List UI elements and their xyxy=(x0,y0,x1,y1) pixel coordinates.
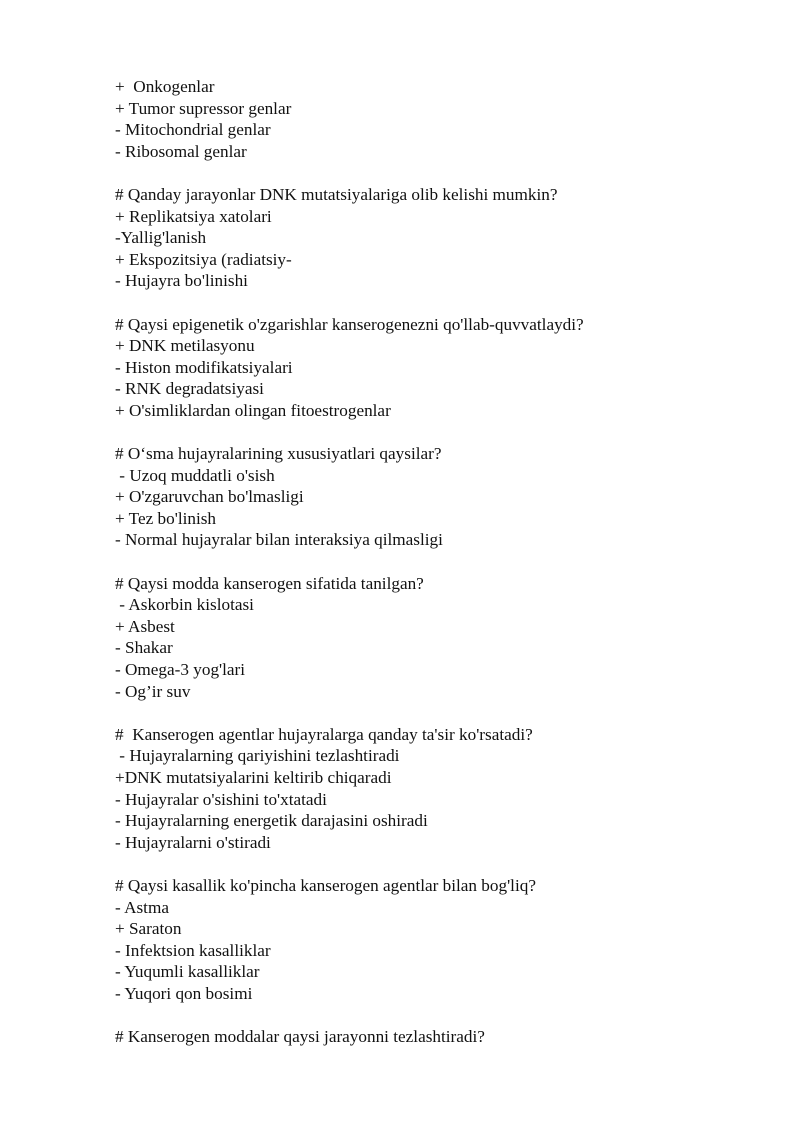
question-text: # Kanserogen moddalar qaysi jarayonni tezlashtiradi? xyxy=(115,1027,485,1047)
block-spacer xyxy=(115,853,775,875)
block-spacer xyxy=(115,422,775,444)
document-page xyxy=(115,76,775,1048)
block-spacer xyxy=(115,292,775,314)
answer-option: + Tez bo'linish xyxy=(115,508,217,528)
answer-option: - Omega-3 yog'lari xyxy=(115,660,246,680)
answer-option: +DNK mutatsiyalarini keltirib chiqaradi xyxy=(115,768,392,787)
question-text: # Qaysi epigenetik o'zgarishlar kanserogenezni qo'llab-quvvatlaydi? xyxy=(115,314,584,334)
answer-option: - Hujayralarning energetik darajasini oshiradi xyxy=(115,811,428,831)
answer-option: - Hujayralarning qariyishini tezlashtiradi xyxy=(115,746,400,766)
question-block xyxy=(115,875,775,1005)
block-spacer xyxy=(115,162,775,184)
block-spacer xyxy=(115,702,775,724)
answer-option: - Hujayra bo'linishi xyxy=(115,271,248,291)
answer-option: - Askorbin kislotasi xyxy=(115,595,254,615)
question-block xyxy=(115,443,775,551)
answer-option: + Saraton xyxy=(115,919,182,939)
answer-option: + Onkogenlar xyxy=(115,77,215,96)
question-block xyxy=(115,724,775,854)
answer-option: + Asbest xyxy=(115,616,175,636)
answer-option: + O'simliklardan olingan fitoestrogenlar xyxy=(115,400,391,420)
answer-option: - Mitochondrial genlar xyxy=(115,120,271,140)
answer-option: + Ekspozitsiya (radiatsiy- xyxy=(115,249,292,269)
answer-option: - Histon modifikatsiyalari xyxy=(115,357,293,377)
answer-option: + Replikatsiya xatolari xyxy=(115,206,272,226)
answer-option: - RNK degradatsiyasi xyxy=(115,379,264,399)
answer-option: + O'zgaruvchan bo'lmasligi xyxy=(115,487,304,507)
question-text: # O‘sma hujayralarining xususiyatlari qaysilar? xyxy=(115,444,442,464)
answer-option: - Normal hujayralar bilan interaksiya qilmasligi xyxy=(115,530,443,550)
question-block xyxy=(115,76,775,162)
question-block xyxy=(115,573,775,703)
block-spacer xyxy=(115,551,775,573)
question-block xyxy=(115,184,775,292)
block-spacer xyxy=(115,1005,775,1027)
answer-option: - Hujayralar o'sishini to'xtatadi xyxy=(115,789,327,809)
answer-option: - Hujayralarni o'stiradi xyxy=(115,832,271,852)
answer-option: + DNK metilasyonu xyxy=(115,336,255,356)
question-text: # Qaysi modda kanserogen sifatida tanilgan? xyxy=(115,573,424,593)
question-text: # Kanserogen agentlar hujayralarga qanday ta'sir ko'rsatadi? xyxy=(115,724,533,744)
answer-option: - Uzoq muddatli o'sish xyxy=(115,465,275,485)
answer-option: - Og’ir suv xyxy=(115,681,191,701)
question-text: # Qanday jarayonlar DNK mutatsiyalariga olib kelishi mumkin? xyxy=(115,184,558,204)
question-block xyxy=(115,1026,775,1048)
answer-option: - Infektsion kasalliklar xyxy=(115,940,271,960)
answer-option: - Ribosomal genlar xyxy=(115,141,247,161)
answer-option: - Shakar xyxy=(115,638,173,658)
answer-option: - Yuqori qon bosimi xyxy=(115,983,253,1003)
answer-option: - Astma xyxy=(115,897,169,917)
question-text: # Qaysi kasallik ko'pincha kanserogen agentlar bilan bog'liq? xyxy=(115,875,536,895)
question-block xyxy=(115,314,775,422)
answer-option: - Yuqumli kasalliklar xyxy=(115,962,260,982)
answer-option: -Yallig'lanish xyxy=(115,228,207,248)
answer-option: + Tumor supressor genlar xyxy=(115,98,292,118)
